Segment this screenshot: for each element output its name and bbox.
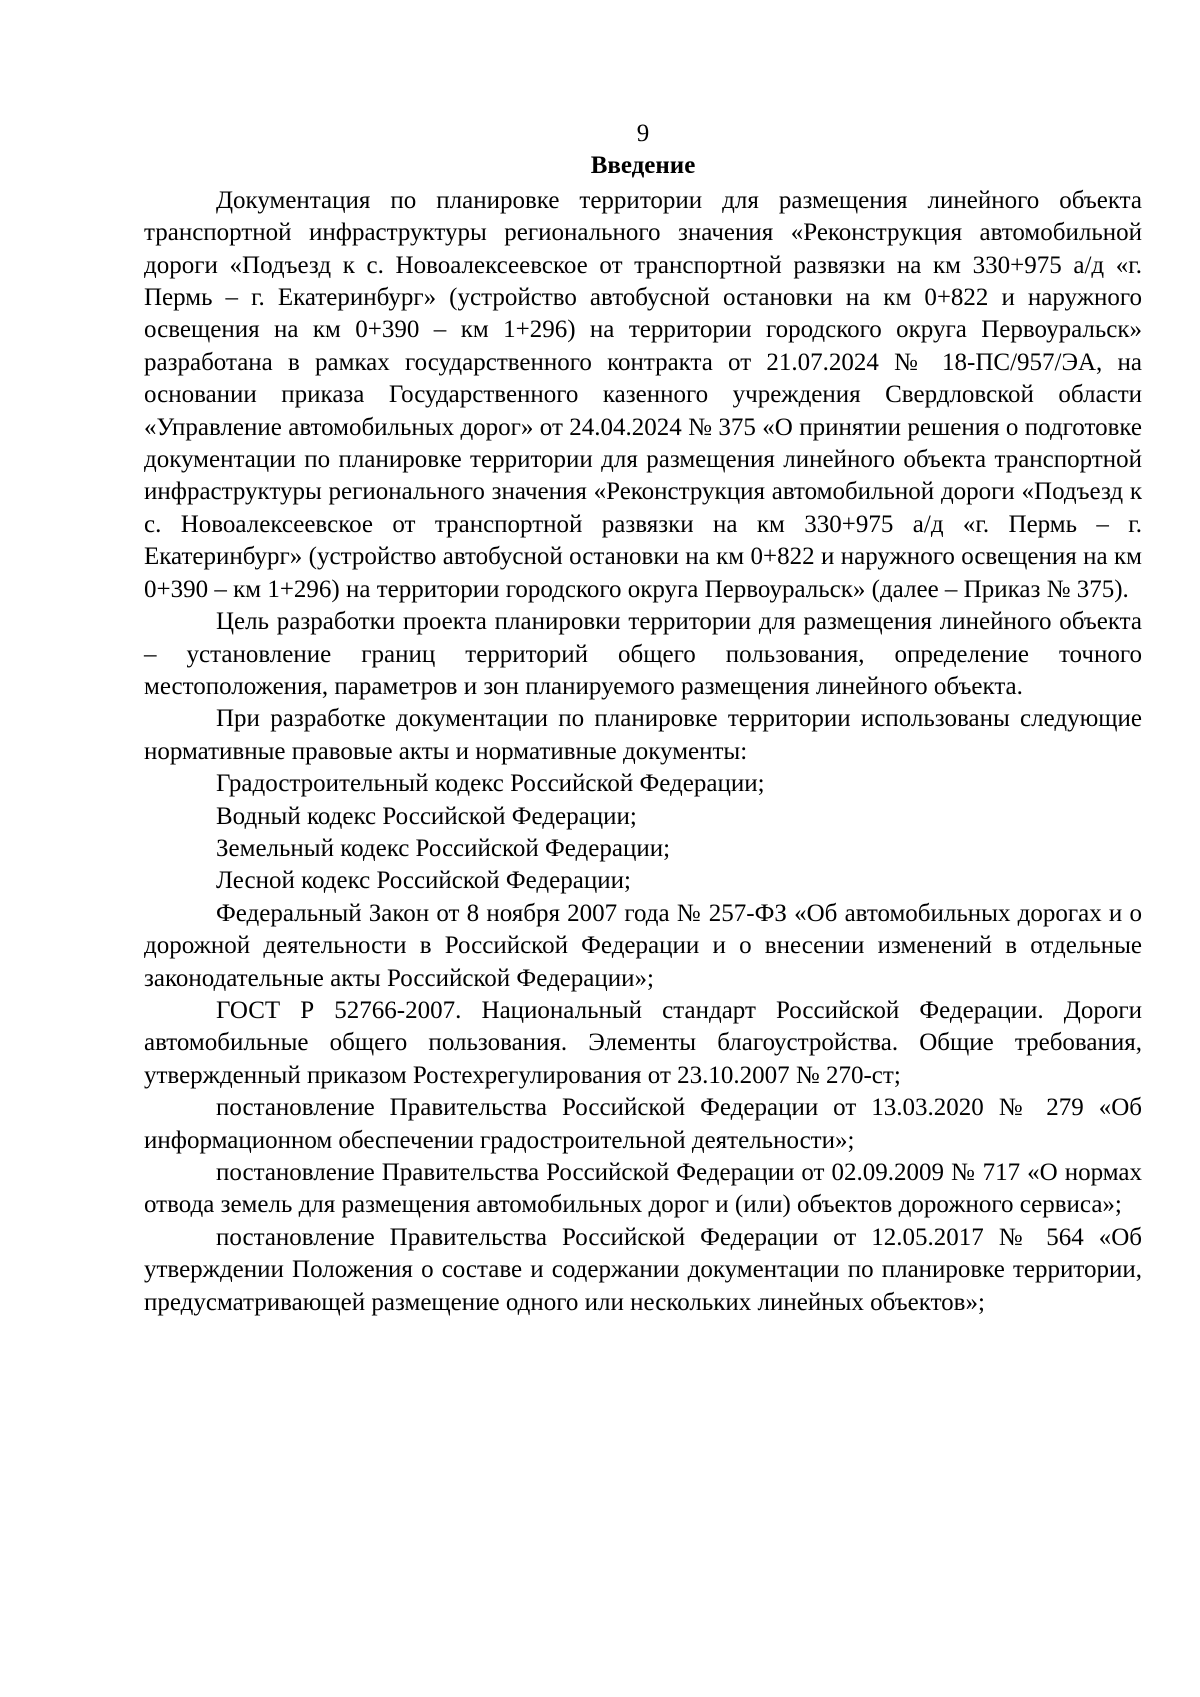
list-item-decree-564: постановление Правительства Российской Федерации от 12.05.2017 № 564 «Об утверждении Положения о составе и содержании документации по планировке территории, предусматривающей размещение одного или нескольких линейных объектов»; bbox=[144, 1223, 1142, 1316]
list-item: Лесной кодекс Российской Федерации; bbox=[216, 867, 631, 895]
paragraph-normative-intro: При разработке документации по планировке территории использованы следующие нормативные правовые акты и нормативные документы: bbox=[144, 705, 1142, 765]
paragraph-goal: Цель разработки проекта планировки территории для размещения линейного объекта – установление границ территорий общего пользования, определение точного местоположения, параметров и зон планируемого размещения линейного объекта. bbox=[144, 608, 1142, 700]
paragraph-intro: Документация по планировке территории для размещения линейного объекта транспортной инфраструктуры регионального значения «Реконструкция автомобильной дороги «Подъезд к с. Новоалексеевское от транспортной развязки на км 330+975 а/д «г. Пермь – г. Екатеринбург» (устройство автобусной остановки на км 0+822 и наружного освещения на км 0+390 – км 1+296) на территории городского округа Первоуральск» разработана в рамках государственного контракта от 21.07.2024 № 18-ПС/957/ЭА, на основании приказа Государственного казенного учреждения Свердловской области «Управление автомобильных дорог» от 24.04.2024 № 375 «О принятии решения о подготовке документации по планировке территории для размещения линейного объекта транспортной инфраструктуры регионального значения «Реконструкция автомобильной дороги «Подъезд к с. Новоалексеевское от транспортной развязки на км 330+975 а/д «г. Пермь – г. Екатеринбург» (устройство автобусной остановки на км 0+822 и наружного освещения на км 0+390 – км 1+296) на территории городского округа Первоуральск» (далее – Приказ № 375). bbox=[144, 186, 1142, 603]
page-number: 9 bbox=[636, 120, 650, 147]
list-item: Водный кодекс Российской Федерации; bbox=[216, 802, 637, 830]
list-item: Градостроительный кодекс Российской Федерации; bbox=[216, 770, 765, 798]
list-item-gost: ГОСТ Р 52766-2007. Национальный стандарт Российской Федерации. Дороги автомобильные общего пользования. Элементы благоустройства. Общие требования, утвержденный приказом Ростехрегулирования от 23.10.2007 № 270-ст; bbox=[144, 996, 1142, 1089]
document-page bbox=[144, 118, 1142, 1319]
list-item: Земельный кодекс Российской Федерации; bbox=[216, 834, 671, 862]
list-item-decree-717: постановление Правительства Российской Федерации от 02.09.2009 № 717 «О нормах отвода земель для размещения автомобильных дорог и (или) объектов дорожного сервиса»; bbox=[144, 1159, 1142, 1219]
list-item-federal-law: Федеральный Закон от 8 ноября 2007 года № 257-ФЗ «Об автомобильных дорогах и о дорожной деятельности в Российской Федерации и о внесении изменений в отдельные законодательные акты Российской Федерации»; bbox=[144, 899, 1142, 992]
list-item-decree-279: постановление Правительства Российской Федерации от 13.03.2020 № 279 «Об информационном обеспечении градостроительной деятельности»; bbox=[144, 1094, 1142, 1154]
section-heading: Введение bbox=[590, 152, 696, 180]
